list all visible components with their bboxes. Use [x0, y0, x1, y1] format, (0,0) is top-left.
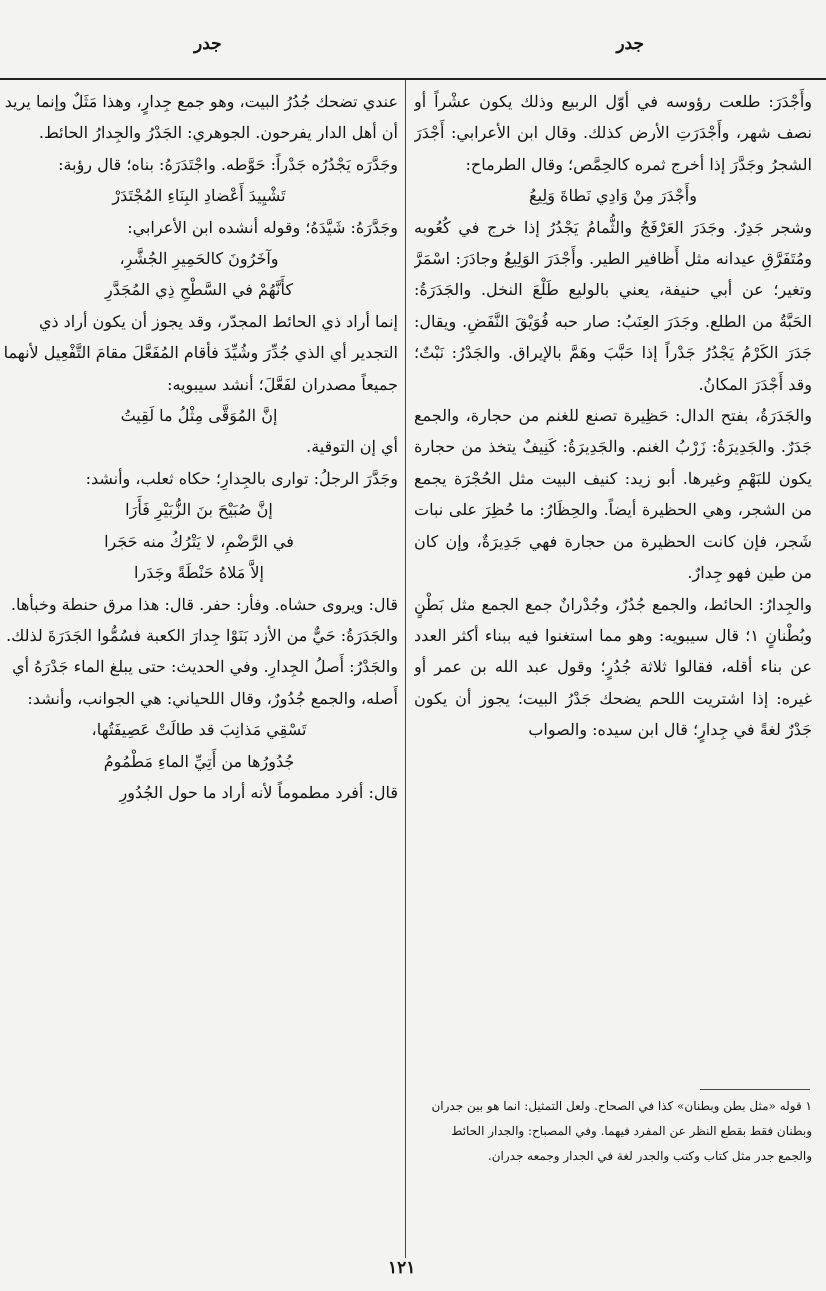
paragraph: قال: أفرد مطموماً لأنه أراد ما حول الجُدُورِ: [119, 782, 398, 802]
paragraph: قال: ويروى حشاه. وفأر: حفر. قال: هذا مرق حنطة وخبأها.: [10, 594, 398, 614]
paragraph: وجَدَّرَهُ: شَيَّدَهُ؛ وقوله أنشده ابن الأعرابي:: [127, 217, 398, 237]
footnote-text: ١ قوله «مثل بطن وبطنان» كذا في الصحاح. ولعل التمثيل: انما هو بين جدران وبطنان فقط بقطع النظر عن المفرد فيهما. وفي المصباح: والجدار الحائط والجمع جدر مثل كتاب وكتب والجدر لغة في الجدار وجمعه جدران.: [431, 1099, 812, 1163]
paragraph: والجَدَرَةُ: حَيٌّ من الأزد بَنَوْا جِدارَ الكعبة فسُمُّوا الجَدَرَةَ لذلك. والجَدْرُ: أَصلُ الجِدارِ. وفي الحديث: حتى يبلغ الماء جَدْرَهُ أي أَصله، والجمع جُدُورٌ، وقال اللحياني: هي الجوانب، وأنشد:: [6, 625, 398, 708]
running-header-left: جدر: [194, 34, 222, 54]
paragraph: والجَدَرَةُ، بفتح الدال: حَظِيرة تصنع للغنم من حجارة، والجمع جَدَرٌ. والجَدِيرَةُ: زَرْبُ الغنم. والجَدِيرَةُ: كَنِيفٌ يتخذ من حجارة يكون للبَهْمِ وغيرها. أبو زيد: كنيف البيت مثل الحُجْرَة يجمع من الشجر، وهي الحظيرة أيضاً. والحِظَارُ: ما حُظِرَ على نبات شَجر، فإن كانت الحظيرة من حجارة فهي جَدِيرَةٌ، وإن كان من طين فهو جِدارٌ.: [414, 406, 812, 583]
verse-line: إنَّ المُوَقَّى مِثْلُ ما لَقِيتُ: [120, 406, 278, 426]
paragraph: وشجر جَدِرٌ. وجَدَرَ العَرْفَجُ والثُّمامُ يَجْدُرُ إذا خرج في كُعُوبه ومُتَفَرَّقِ عيدانه مثل أَظافير الطير. وأَجْدَرَ الوَلِيعُ وجادَرَ: اسْمَرَّ وتغير؛ عن أبي حنيفة، يعني بالوليع طَلْعَ النخل. والجَدَرَةُ: الحَبَّةُ من الطلع. وجَدَرَ العِنَبُ: صار حبه فُوَيْقَ النَّفَضِ. ويقال: جَدَرَ الكَرْمُ يَجْدُرُ جَدْراً إذا حَبَّبَ وهَمَّ بالإيراق. والجَدْرُ: نَبْتٌ؛ وقد أَجْدَرَ المكانُ.: [414, 217, 812, 394]
footnote-rule: [700, 1089, 810, 1090]
paragraph: عندي تضحك جُدُرُ البيت، وهو جمع جِدارٍ، وهذا مَثَلٌ وإنما يريد أن أهل الدار يفرحون. الجوهري: الجَدْرُ والجِدارُ الحائط. وجَدَّرَه يَجْدُرُه جَدْراً: حَوَّطه. واجْتَدَرَهُ: بناه؛ قال رؤبة:: [4, 92, 398, 174]
page-number: ١٢١: [388, 1258, 416, 1278]
verse-line: وآخَرُونَ كالحَمِيرِ الجُشَّرِ،: [119, 249, 279, 269]
verse-line: وأَجْدَرَ مِنْ وَادِي نَطاةَ وَلِيعُ: [529, 186, 697, 206]
paragraph: وأَجْدَرَ: طلعت رؤوسه في أوّل الربيع وذلك يكون عشْراً أو نصف شهر، وأَجْدَرَتِ الأرض كذلك. وقال ابن الأعرابي: أَجْدَرَ الشجرُ وجَدَّرَ إذا أخرج ثمره كالحِمَّص؛ وقال الطرماح:: [414, 92, 812, 174]
running-header-right: جدر: [616, 34, 644, 54]
verse-line: في الرَّضْمِ، لا يَتْرُكُ منه حَجَرا: [104, 531, 294, 551]
header-rule: [0, 78, 826, 80]
right-column: [414, 86, 812, 1086]
paragraph: والجِدارُ: الحائط، والجمع جُدُرٌ، وجُدْرانٌ جمع الجمع مثل بَطْنٍ وبُطْنانٍ ١؛ قال سيبويه: وهو مما استغنوا فيه ببناء أكثر العدد عن بناء أقله، فقالوا ثلاثة جُدُرٍ؛ وقول عبد الله بن عمر أو غيره: إذا اشتريت اللحم يضحك جَدْرُ البيت؛ يجوز أن يكون جَدْرٌ لغةً في جِدارٍ؛ قال ابن سيده: والصواب: [414, 594, 812, 740]
footnote: [414, 1094, 812, 1244]
verse-line: إنَّ صُبَيْحَ بنَ الزُّبَيْرِ فَأَرَا: [125, 500, 273, 520]
verse-line: إلاَّ مَلاهُ حَنْطَةً وجَدَرا: [134, 563, 264, 583]
verse-line: جُدُورُها من أَتِيِّ الماءِ مَطْمُومُ: [103, 751, 295, 771]
verse-line: كأَنَّهُمْ في السَّطْحِ ذِي المُجَدَّرِ: [104, 280, 293, 300]
paragraph: أي إن التوقية.: [306, 437, 398, 457]
paragraph: وجَدَّرَ الرجلُ: توارى بالجِدارِ؛ حكاه ثعلب، وأنشد:: [85, 468, 398, 488]
left-column: [0, 86, 398, 1186]
column-divider: [405, 80, 406, 1258]
paragraph: إنما أراد ذي الحائط المجدّر، وقد يجوز أن يكون أراد ذي التجدير أي الذي جُدِّرَ وشُيِّدَ فأقام المُفَعَّلَ مقامَ التَّفْعِيل لأنهما جميعاً مصدران لفَعَّلَ؛ أنشد سيبويه:: [3, 311, 398, 394]
verse-line: تَشْيِيدَ أَعْضادِ البِنَاءِ المُجْتَدَرْ: [112, 186, 286, 206]
verse-line: تَسْقِي مَذانِبَ قد طالَتْ عَصِيفَتُها،: [91, 720, 307, 740]
